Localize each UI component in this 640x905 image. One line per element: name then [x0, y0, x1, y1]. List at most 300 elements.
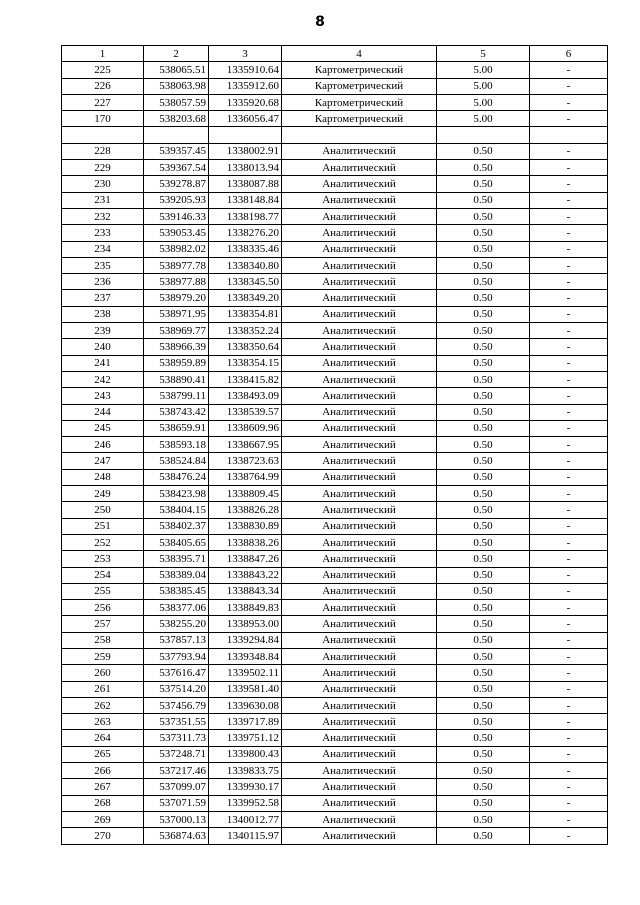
- table-row: [62, 62, 608, 78]
- cell-point-number: 244: [62, 404, 144, 420]
- cell-point-number: 263: [62, 714, 144, 730]
- cell-note: -: [530, 160, 608, 176]
- table-row: [62, 94, 608, 110]
- table-row: [62, 192, 608, 208]
- cell-note: -: [530, 420, 608, 436]
- cell-coord-y: 1338415.82: [209, 371, 282, 387]
- table-row: [62, 534, 608, 550]
- cell-note: -: [530, 371, 608, 387]
- cell-accuracy: 0.50: [437, 583, 530, 599]
- cell-coord-y: 1338198.77: [209, 208, 282, 224]
- cell-accuracy: 0.50: [437, 502, 530, 518]
- table-row: [62, 274, 608, 290]
- cell-accuracy: 0.50: [437, 828, 530, 844]
- cell-coord-y: 1338354.81: [209, 306, 282, 322]
- cell-point-number: 226: [62, 78, 144, 94]
- table-row: [62, 779, 608, 795]
- table-row: [62, 111, 608, 127]
- cell-note: -: [530, 486, 608, 502]
- cell-accuracy: 0.50: [437, 600, 530, 616]
- cell-accuracy: 0.50: [437, 339, 530, 355]
- cell-accuracy: 5.00: [437, 62, 530, 78]
- cell-method: Картометрический: [282, 94, 437, 110]
- table-row: [62, 648, 608, 664]
- cell-coord-y: 1335912.60: [209, 78, 282, 94]
- cell-method: Аналитический: [282, 355, 437, 371]
- cell-coord-y: 1338838.26: [209, 534, 282, 550]
- cell-coord-y: 1338953.00: [209, 616, 282, 632]
- cell-method: Аналитический: [282, 518, 437, 534]
- cell-accuracy: 0.50: [437, 404, 530, 420]
- cell-note: -: [530, 600, 608, 616]
- column-header-1: 1: [62, 46, 144, 62]
- cell-coord-x: 538743.42: [144, 404, 209, 420]
- cell-note: -: [530, 355, 608, 371]
- cell-accuracy: 0.50: [437, 306, 530, 322]
- cell-point-number: 250: [62, 502, 144, 518]
- cell-coord-x: [144, 127, 209, 143]
- cell-coord-y: 1338609.96: [209, 420, 282, 436]
- table-row: [62, 518, 608, 534]
- table-header-row: [62, 46, 608, 62]
- cell-method: Аналитический: [282, 697, 437, 713]
- table-row: [62, 290, 608, 306]
- cell-note: -: [530, 404, 608, 420]
- cell-method: Аналитический: [282, 371, 437, 387]
- cell-coord-x: 538977.88: [144, 274, 209, 290]
- cell-accuracy: 0.50: [437, 730, 530, 746]
- cell-method: Аналитический: [282, 306, 437, 322]
- table-row: [62, 828, 608, 844]
- cell-method: Аналитический: [282, 779, 437, 795]
- cell-point-number: 247: [62, 453, 144, 469]
- cell-accuracy: 0.50: [437, 420, 530, 436]
- cell-method: Аналитический: [282, 176, 437, 192]
- cell-coord-x: 538799.11: [144, 388, 209, 404]
- cell-method: Аналитический: [282, 648, 437, 664]
- cell-coord-x: 538065.51: [144, 62, 209, 78]
- cell-point-number: 254: [62, 567, 144, 583]
- cell-point-number: 256: [62, 600, 144, 616]
- cell-point-number: 269: [62, 811, 144, 827]
- cell-coord-y: 1339952.58: [209, 795, 282, 811]
- cell-accuracy: 5.00: [437, 78, 530, 94]
- cell-coord-x: 537311.73: [144, 730, 209, 746]
- cell-method: Аналитический: [282, 208, 437, 224]
- cell-note: -: [530, 534, 608, 550]
- cell-point-number: 241: [62, 355, 144, 371]
- cell-coord-x: 537071.59: [144, 795, 209, 811]
- cell-coord-y: 1339348.84: [209, 648, 282, 664]
- cell-method: Аналитический: [282, 632, 437, 648]
- cell-point-number: 259: [62, 648, 144, 664]
- cell-note: -: [530, 730, 608, 746]
- cell-point-number: 239: [62, 323, 144, 339]
- cell-coord-y: 1335920.68: [209, 94, 282, 110]
- cell-point-number: 245: [62, 420, 144, 436]
- cell-coord-x: 538377.06: [144, 600, 209, 616]
- cell-method: Аналитический: [282, 404, 437, 420]
- cell-point-number: [62, 127, 144, 143]
- cell-method: Аналитический: [282, 420, 437, 436]
- cell-coord-x: 539278.87: [144, 176, 209, 192]
- cell-coord-y: 1339630.08: [209, 697, 282, 713]
- cell-coord-y: 1339930.17: [209, 779, 282, 795]
- cell-coord-y: 1338764.99: [209, 469, 282, 485]
- cell-accuracy: 0.50: [437, 143, 530, 159]
- cell-note: -: [530, 323, 608, 339]
- cell-coord-y: 1339581.40: [209, 681, 282, 697]
- cell-note: -: [530, 665, 608, 681]
- table-row: [62, 730, 608, 746]
- cell-accuracy: 0.50: [437, 290, 530, 306]
- cell-accuracy: 0.50: [437, 192, 530, 208]
- cell-coord-y: 1338847.26: [209, 551, 282, 567]
- cell-accuracy: 0.50: [437, 632, 530, 648]
- table-row: [62, 78, 608, 94]
- column-header-2: 2: [144, 46, 209, 62]
- cell-point-number: 228: [62, 143, 144, 159]
- cell-method: Аналитический: [282, 681, 437, 697]
- cell-method: Аналитический: [282, 388, 437, 404]
- cell-coord-x: 536874.63: [144, 828, 209, 844]
- cell-accuracy: 0.50: [437, 795, 530, 811]
- table-row: [62, 225, 608, 241]
- cell-note: -: [530, 502, 608, 518]
- cell-coord-y: 1338335.46: [209, 241, 282, 257]
- cell-point-number: 229: [62, 160, 144, 176]
- cell-method: Аналитический: [282, 437, 437, 453]
- cell-method: Аналитический: [282, 551, 437, 567]
- cell-accuracy: 0.50: [437, 616, 530, 632]
- cell-method: Аналитический: [282, 160, 437, 176]
- cell-coord-y: 1338843.34: [209, 583, 282, 599]
- cell-coord-x: 537616.47: [144, 665, 209, 681]
- cell-method: Картометрический: [282, 62, 437, 78]
- cell-coord-y: 1339800.43: [209, 746, 282, 762]
- cell-point-number: 266: [62, 763, 144, 779]
- cell-point-number: 237: [62, 290, 144, 306]
- cell-accuracy: 0.50: [437, 257, 530, 273]
- column-header-6: 6: [530, 46, 608, 62]
- cell-coord-y: 1339717.89: [209, 714, 282, 730]
- cell-coord-x: 538404.15: [144, 502, 209, 518]
- cell-note: -: [530, 225, 608, 241]
- cell-note: -: [530, 567, 608, 583]
- cell-accuracy: 5.00: [437, 111, 530, 127]
- cell-accuracy: 0.50: [437, 665, 530, 681]
- cell-coord-x: 539367.54: [144, 160, 209, 176]
- cell-coord-y: 1336056.47: [209, 111, 282, 127]
- cell-note: -: [530, 811, 608, 827]
- table-row: [62, 763, 608, 779]
- cell-coord-x: 537793.94: [144, 648, 209, 664]
- cell-point-number: 236: [62, 274, 144, 290]
- cell-coord-x: 538063.98: [144, 78, 209, 94]
- cell-note: -: [530, 78, 608, 94]
- table-row: [62, 616, 608, 632]
- cell-method: Аналитический: [282, 486, 437, 502]
- table-row: [62, 453, 608, 469]
- column-header-3: 3: [209, 46, 282, 62]
- cell-coord-x: 539205.93: [144, 192, 209, 208]
- table-row: [62, 567, 608, 583]
- cell-coord-x: 538966.39: [144, 339, 209, 355]
- cell-method: [282, 127, 437, 143]
- cell-accuracy: [437, 127, 530, 143]
- cell-accuracy: 0.50: [437, 779, 530, 795]
- cell-note: -: [530, 257, 608, 273]
- cell-point-number: 267: [62, 779, 144, 795]
- cell-coord-x: 538203.68: [144, 111, 209, 127]
- cell-coord-y: 1339294.84: [209, 632, 282, 648]
- cell-coord-x: 538405.65: [144, 534, 209, 550]
- table-body: [62, 62, 608, 844]
- column-header-4: 4: [282, 46, 437, 62]
- cell-accuracy: 0.50: [437, 469, 530, 485]
- cell-method: Аналитический: [282, 241, 437, 257]
- cell-method: Аналитический: [282, 567, 437, 583]
- cell-method: Аналитический: [282, 811, 437, 827]
- cell-coord-x: 538524.84: [144, 453, 209, 469]
- cell-method: Аналитический: [282, 339, 437, 355]
- cell-coord-y: 1335910.64: [209, 62, 282, 78]
- cell-coord-x: 537099.07: [144, 779, 209, 795]
- cell-coord-y: [209, 127, 282, 143]
- cell-note: -: [530, 94, 608, 110]
- table-row: [62, 697, 608, 713]
- cell-note: -: [530, 779, 608, 795]
- cell-point-number: 243: [62, 388, 144, 404]
- cell-note: -: [530, 551, 608, 567]
- cell-accuracy: 0.50: [437, 697, 530, 713]
- cell-coord-x: 538255.20: [144, 616, 209, 632]
- table-row: [62, 486, 608, 502]
- table-row: [62, 339, 608, 355]
- cell-coord-y: 1338354.15: [209, 355, 282, 371]
- table-row: [62, 388, 608, 404]
- table-row: [62, 208, 608, 224]
- cell-note: -: [530, 388, 608, 404]
- cell-coord-y: 1338826.28: [209, 502, 282, 518]
- cell-coord-y: 1340115.97: [209, 828, 282, 844]
- cell-note: -: [530, 632, 608, 648]
- cell-method: Аналитический: [282, 714, 437, 730]
- cell-point-number: 268: [62, 795, 144, 811]
- cell-point-number: 265: [62, 746, 144, 762]
- cell-method: Аналитический: [282, 453, 437, 469]
- cell-coord-y: 1338723.63: [209, 453, 282, 469]
- cell-coord-y: 1338493.09: [209, 388, 282, 404]
- coordinates-table: [61, 45, 608, 845]
- cell-coord-x: 537857.13: [144, 632, 209, 648]
- cell-accuracy: 0.50: [437, 274, 530, 290]
- cell-accuracy: 0.50: [437, 567, 530, 583]
- table-row: [62, 681, 608, 697]
- cell-point-number: 260: [62, 665, 144, 681]
- cell-accuracy: 0.50: [437, 208, 530, 224]
- cell-accuracy: 0.50: [437, 534, 530, 550]
- cell-accuracy: 0.50: [437, 160, 530, 176]
- table-row: [62, 160, 608, 176]
- cell-coord-y: 1339502.11: [209, 665, 282, 681]
- cell-note: -: [530, 697, 608, 713]
- cell-coord-x: 537217.46: [144, 763, 209, 779]
- cell-accuracy: 0.50: [437, 355, 530, 371]
- cell-method: Аналитический: [282, 225, 437, 241]
- table-row: [62, 583, 608, 599]
- cell-method: Аналитический: [282, 583, 437, 599]
- cell-accuracy: 0.50: [437, 551, 530, 567]
- table-row: [62, 632, 608, 648]
- cell-accuracy: 0.50: [437, 453, 530, 469]
- cell-accuracy: 0.50: [437, 388, 530, 404]
- table-row: [62, 665, 608, 681]
- table-row: [62, 127, 608, 143]
- cell-coord-y: 1338352.24: [209, 323, 282, 339]
- cell-note: -: [530, 111, 608, 127]
- cell-coord-y: 1340012.77: [209, 811, 282, 827]
- cell-coord-x: 538593.18: [144, 437, 209, 453]
- cell-accuracy: 5.00: [437, 94, 530, 110]
- table-row: [62, 811, 608, 827]
- cell-coord-x: 537248.71: [144, 746, 209, 762]
- cell-coord-y: 1338148.84: [209, 192, 282, 208]
- cell-coord-x: 537351.55: [144, 714, 209, 730]
- cell-accuracy: 0.50: [437, 323, 530, 339]
- cell-coord-y: 1338843.22: [209, 567, 282, 583]
- cell-coord-y: 1338276.20: [209, 225, 282, 241]
- cell-accuracy: 0.50: [437, 241, 530, 257]
- cell-point-number: 170: [62, 111, 144, 127]
- cell-method: Аналитический: [282, 469, 437, 485]
- table-row: [62, 176, 608, 192]
- table-row: [62, 241, 608, 257]
- cell-note: -: [530, 274, 608, 290]
- cell-coord-x: 538402.37: [144, 518, 209, 534]
- cell-point-number: 227: [62, 94, 144, 110]
- cell-point-number: 233: [62, 225, 144, 241]
- cell-accuracy: 0.50: [437, 518, 530, 534]
- cell-accuracy: 0.50: [437, 225, 530, 241]
- cell-coord-x: 538659.91: [144, 420, 209, 436]
- cell-note: -: [530, 795, 608, 811]
- cell-note: -: [530, 518, 608, 534]
- cell-coord-x: 539146.33: [144, 208, 209, 224]
- cell-method: Аналитический: [282, 257, 437, 273]
- cell-note: -: [530, 648, 608, 664]
- table-row: [62, 600, 608, 616]
- cell-note: -: [530, 143, 608, 159]
- cell-point-number: 253: [62, 551, 144, 567]
- cell-method: Аналитический: [282, 600, 437, 616]
- cell-point-number: 234: [62, 241, 144, 257]
- cell-method: Аналитический: [282, 502, 437, 518]
- cell-note: -: [530, 763, 608, 779]
- table-row: [62, 420, 608, 436]
- cell-method: Аналитический: [282, 192, 437, 208]
- cell-point-number: 248: [62, 469, 144, 485]
- cell-coord-y: 1338002.91: [209, 143, 282, 159]
- cell-point-number: 249: [62, 486, 144, 502]
- cell-note: -: [530, 176, 608, 192]
- cell-coord-y: 1338849.83: [209, 600, 282, 616]
- cell-note: -: [530, 192, 608, 208]
- cell-coord-y: 1338809.45: [209, 486, 282, 502]
- table-row: [62, 551, 608, 567]
- cell-coord-x: 538476.24: [144, 469, 209, 485]
- cell-note: -: [530, 62, 608, 78]
- cell-coord-x: 538395.71: [144, 551, 209, 567]
- cell-coord-y: 1338830.89: [209, 518, 282, 534]
- cell-note: -: [530, 241, 608, 257]
- cell-coord-y: 1338350.64: [209, 339, 282, 355]
- cell-coord-y: 1338345.50: [209, 274, 282, 290]
- cell-point-number: 238: [62, 306, 144, 322]
- cell-coord-x: 538959.89: [144, 355, 209, 371]
- cell-point-number: 230: [62, 176, 144, 192]
- cell-accuracy: 0.50: [437, 763, 530, 779]
- table-row: [62, 795, 608, 811]
- cell-coord-y: 1339833.75: [209, 763, 282, 779]
- cell-coord-y: 1338349.20: [209, 290, 282, 306]
- cell-note: -: [530, 714, 608, 730]
- cell-note: -: [530, 616, 608, 632]
- cell-coord-x: 538385.45: [144, 583, 209, 599]
- cell-note: -: [530, 681, 608, 697]
- cell-point-number: 240: [62, 339, 144, 355]
- table-row: [62, 355, 608, 371]
- cell-method: Аналитический: [282, 616, 437, 632]
- cell-point-number: 251: [62, 518, 144, 534]
- cell-method: Аналитический: [282, 795, 437, 811]
- cell-point-number: 225: [62, 62, 144, 78]
- cell-accuracy: 0.50: [437, 811, 530, 827]
- cell-coord-x: 538890.41: [144, 371, 209, 387]
- cell-method: Аналитический: [282, 665, 437, 681]
- cell-accuracy: 0.50: [437, 371, 530, 387]
- cell-coord-y: 1339751.12: [209, 730, 282, 746]
- cell-note: -: [530, 828, 608, 844]
- cell-accuracy: 0.50: [437, 176, 530, 192]
- table-row: [62, 714, 608, 730]
- cell-coord-x: 538979.20: [144, 290, 209, 306]
- column-header-5: 5: [437, 46, 530, 62]
- cell-note: -: [530, 339, 608, 355]
- cell-method: Аналитический: [282, 274, 437, 290]
- cell-method: Аналитический: [282, 828, 437, 844]
- cell-accuracy: 0.50: [437, 486, 530, 502]
- table-row: [62, 143, 608, 159]
- cell-accuracy: 0.50: [437, 714, 530, 730]
- cell-note: -: [530, 453, 608, 469]
- cell-point-number: 264: [62, 730, 144, 746]
- cell-note: -: [530, 306, 608, 322]
- cell-method: Аналитический: [282, 730, 437, 746]
- cell-coord-y: 1338667.95: [209, 437, 282, 453]
- cell-method: Аналитический: [282, 290, 437, 306]
- table-row: [62, 323, 608, 339]
- cell-coord-x: 538389.04: [144, 567, 209, 583]
- cell-coord-x: 538971.95: [144, 306, 209, 322]
- cell-coord-x: 537456.79: [144, 697, 209, 713]
- cell-note: -: [530, 290, 608, 306]
- table-row: [62, 469, 608, 485]
- table-row: [62, 502, 608, 518]
- cell-coord-x: 537000.13: [144, 811, 209, 827]
- table-row: [62, 306, 608, 322]
- cell-point-number: 235: [62, 257, 144, 273]
